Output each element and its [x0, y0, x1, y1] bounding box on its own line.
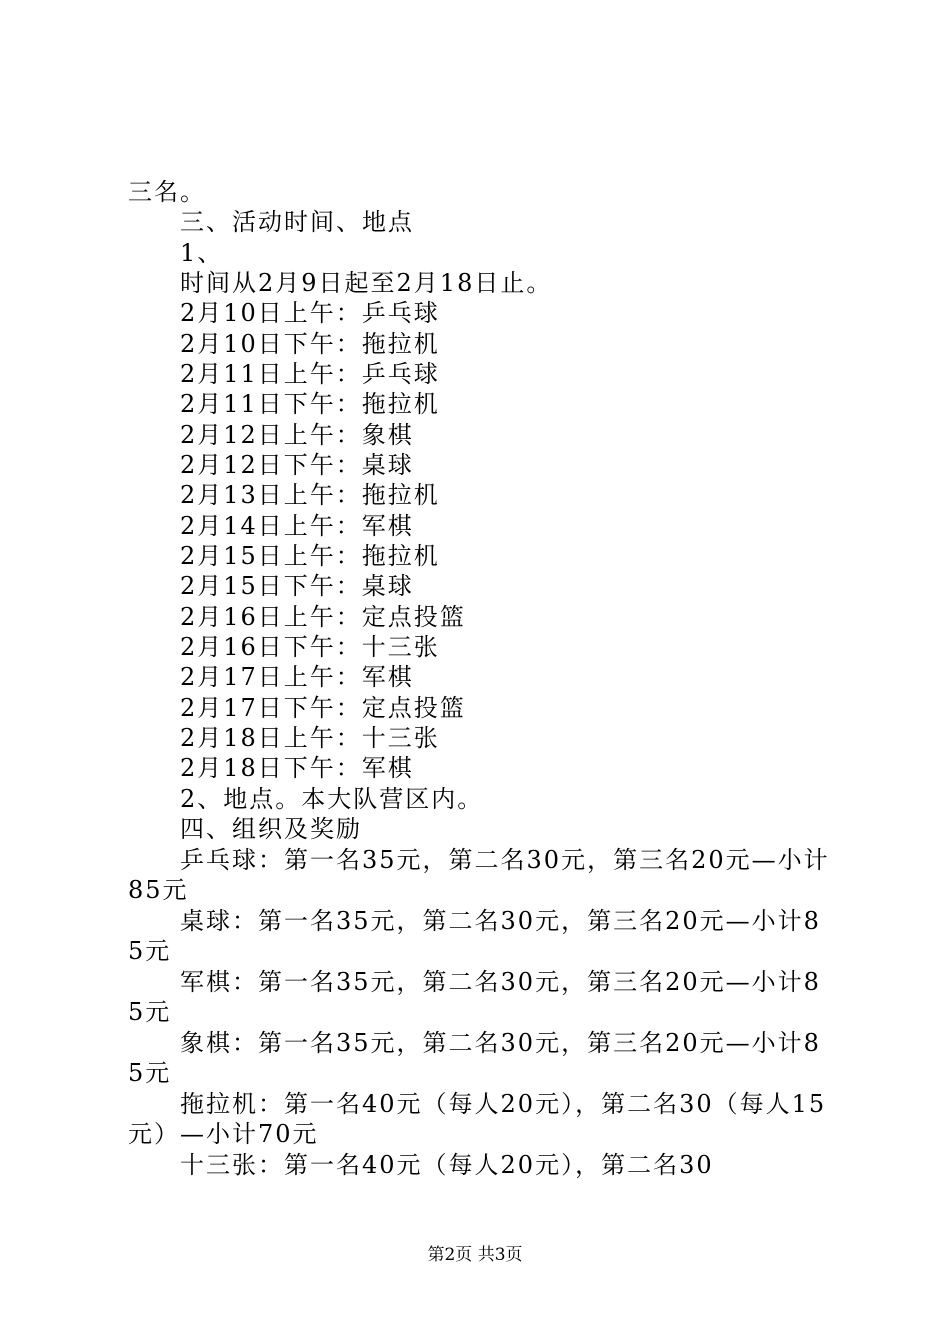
schedule-line: 2月15日下午：桌球	[180, 572, 414, 600]
award-paragraph: 拖拉机：第一名40元（每人20元），第二名30（每人15元）—小计70元	[128, 1090, 827, 1148]
text-line: 1、	[180, 239, 224, 267]
schedule-line: 2月16日上午：定点投篮	[180, 603, 466, 631]
award-paragraph: 桌球：第一名35元，第二名30元，第三名20元—小计85元	[128, 907, 821, 965]
text-line: 三名。	[128, 178, 206, 206]
text-line: 2、地点。本大队营区内。	[180, 785, 484, 813]
schedule-line: 2月11日下午：拖拉机	[180, 390, 440, 418]
schedule-line: 2月18日下午：军棋	[180, 754, 414, 782]
schedule-line: 2月14日上午：军棋	[180, 512, 414, 540]
schedule-line: 2月12日下午：桌球	[180, 451, 414, 479]
section-heading: 三、活动时间、地点	[180, 208, 414, 236]
award-paragraph: 象棋：第一名35元，第二名30元，第三名20元—小计85元	[128, 1029, 821, 1087]
award-paragraph: 十三张：第一名40元（每人20元），第二名30	[180, 1151, 714, 1179]
section-heading: 四、组织及奖励	[180, 815, 362, 843]
schedule-line: 2月13日上午：拖拉机	[180, 481, 440, 509]
text-line: 时间从2月9日起至2月18日止。	[180, 269, 553, 297]
schedule-line: 2月12日上午：象棋	[180, 421, 414, 449]
schedule-line: 2月17日下午：定点投篮	[180, 694, 466, 722]
schedule-line: 2月17日上午：军棋	[180, 663, 414, 691]
page-footer: 第2页 共3页	[427, 1245, 523, 1265]
schedule-line: 2月10日上午：乒乓球	[180, 299, 440, 327]
award-paragraph: 军棋：第一名35元，第二名30元，第三名20元—小计85元	[128, 968, 821, 1026]
schedule-line: 2月18日上午：十三张	[180, 724, 440, 752]
award-paragraph: 乒乓球：第一名35元，第二名30元，第三名20元—小计85元	[128, 846, 830, 904]
schedule-line: 2月10日下午：拖拉机	[180, 330, 440, 358]
schedule-line: 2月15日上午：拖拉机	[180, 542, 440, 570]
schedule-line: 2月11日上午：乒乓球	[180, 360, 440, 388]
schedule-line: 2月16日下午：十三张	[180, 633, 440, 661]
